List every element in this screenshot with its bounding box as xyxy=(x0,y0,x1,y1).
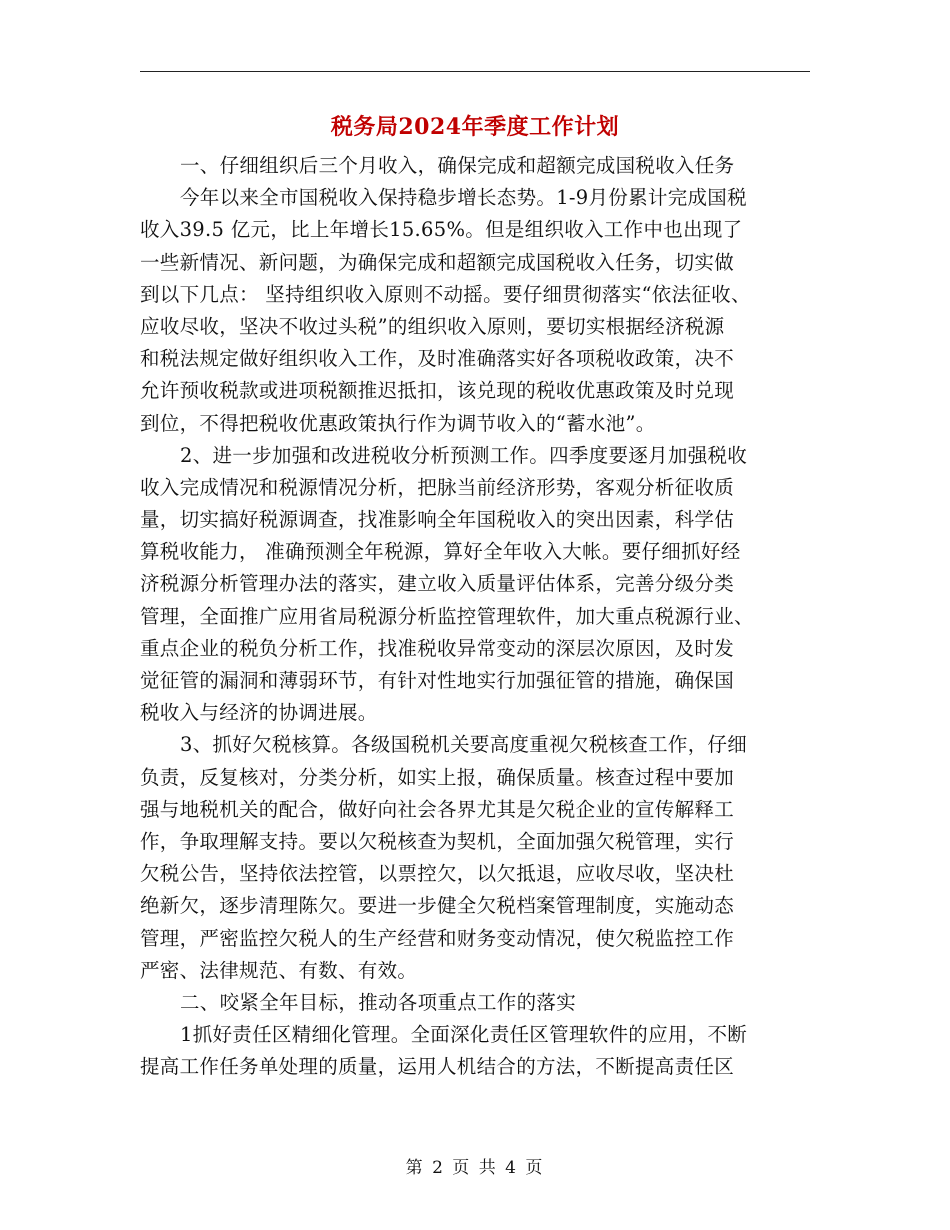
body-line: 重点企业的税负分析工作，找准税收异常变动的深层次原因，及时发 xyxy=(140,636,735,660)
header-rule xyxy=(140,71,810,72)
body-line: 提高工作任务单处理的质量，运用人机结合的方法，不断提高责任区 xyxy=(140,1055,735,1079)
body-line: 管理，严密监控欠税人的生产经营和财务变动情况，使欠税监控工作 xyxy=(140,926,735,950)
body-line: 负责，反复核对，分类分析，如实上报，确保质量。核查过程中要加 xyxy=(140,765,735,789)
body-line: 二、咬紧全年目标，推动各项重点工作的落实 xyxy=(180,990,577,1014)
body-line: 和税法规定做好组织收入工作，及时准确落实好各项税收政策，决不 xyxy=(140,347,735,371)
body-line: 严密、法律规范、有数、有效。 xyxy=(140,958,418,982)
body-line: 收入39.5 亿元，比上年增长15.65%。但是组织收入工作中也出现了 xyxy=(140,218,743,242)
body-line: 一、仔细组织后三个月收入，确保完成和超额完成国税收入任务 xyxy=(180,154,735,177)
document-title: 税务局2024年季度工作计划 xyxy=(330,114,620,140)
body-line: 2、进一步加强和改进税收分析预测工作。四季度要逐月加强税收 xyxy=(180,443,748,467)
body-line: 3、抓好欠税核算。各级国税机关要高度重视欠税核查工作，仔细 xyxy=(180,733,748,757)
body-line: 到位，不得把税收优惠政策执行作为调节收入的“蓄水池”。 xyxy=(140,411,656,435)
body-line: 济税源分析管理办法的落实，建立收入质量评估体系，完善分级分类 xyxy=(140,572,735,596)
body-line: 欠税公告，坚持依法控管，以票控欠，以欠抵退，应收尽收，坚决杜 xyxy=(140,862,735,886)
body-line: 绝新欠，逐步清理陈欠。要进一步健全欠税档案管理制度，实施动态 xyxy=(140,894,735,918)
body-line: 今年以来全市国税收入保持稳步增长态势。1-9月份累计完成国税 xyxy=(180,186,747,210)
body-line: 1抓好责任区精细化管理。全面深化责任区管理软件的应用，不断 xyxy=(180,1023,748,1047)
body-line: 作，争取理解支持。要以欠税核查为契机，全面加强欠税管理，实行 xyxy=(140,829,735,853)
body-line: 允许预收税款或进项税额推迟抵扣，该兑现的税收优惠政策及时兑现 xyxy=(140,379,735,403)
body-line: 税收入与经济的协调进展。 xyxy=(140,701,378,725)
body-line: 一些新情况、新问题，为确保完成和超额完成国税收入任务，切实做 xyxy=(140,250,735,274)
body-line: 管理，全面推广应用省局税源分析监控管理软件，加大重点税源行业、 xyxy=(140,604,754,628)
page-footer: 第 2 页 共 4 页 xyxy=(405,1158,545,1178)
body-line: 应收尽收，坚决不收过头税”的组织收入原则，要切实根据经济税源 xyxy=(140,314,725,338)
body-line: 到以下几点： 坚持组织收入原则不动摇。要仔细贯彻落实“依法征收、 xyxy=(140,282,751,306)
body-line: 量，切实搞好税源调查，找准影响全年国税收入的突出因素，科学估 xyxy=(140,508,735,532)
body-line: 强与地税机关的配合，做好向社会各界尤其是欠税企业的宣传解释工 xyxy=(140,797,735,821)
body-line: 收入完成情况和税源情况分析，把脉当前经济形势，客观分析征收质 xyxy=(140,475,735,499)
document-body xyxy=(140,150,812,1083)
body-line: 算税收能力， 准确预测全年税源，算好全年收入大帐。要仔细抓好经 xyxy=(140,540,741,564)
body-line: 觉征管的漏洞和薄弱环节，有针对性地实行加强征管的措施，确保国 xyxy=(140,669,735,692)
